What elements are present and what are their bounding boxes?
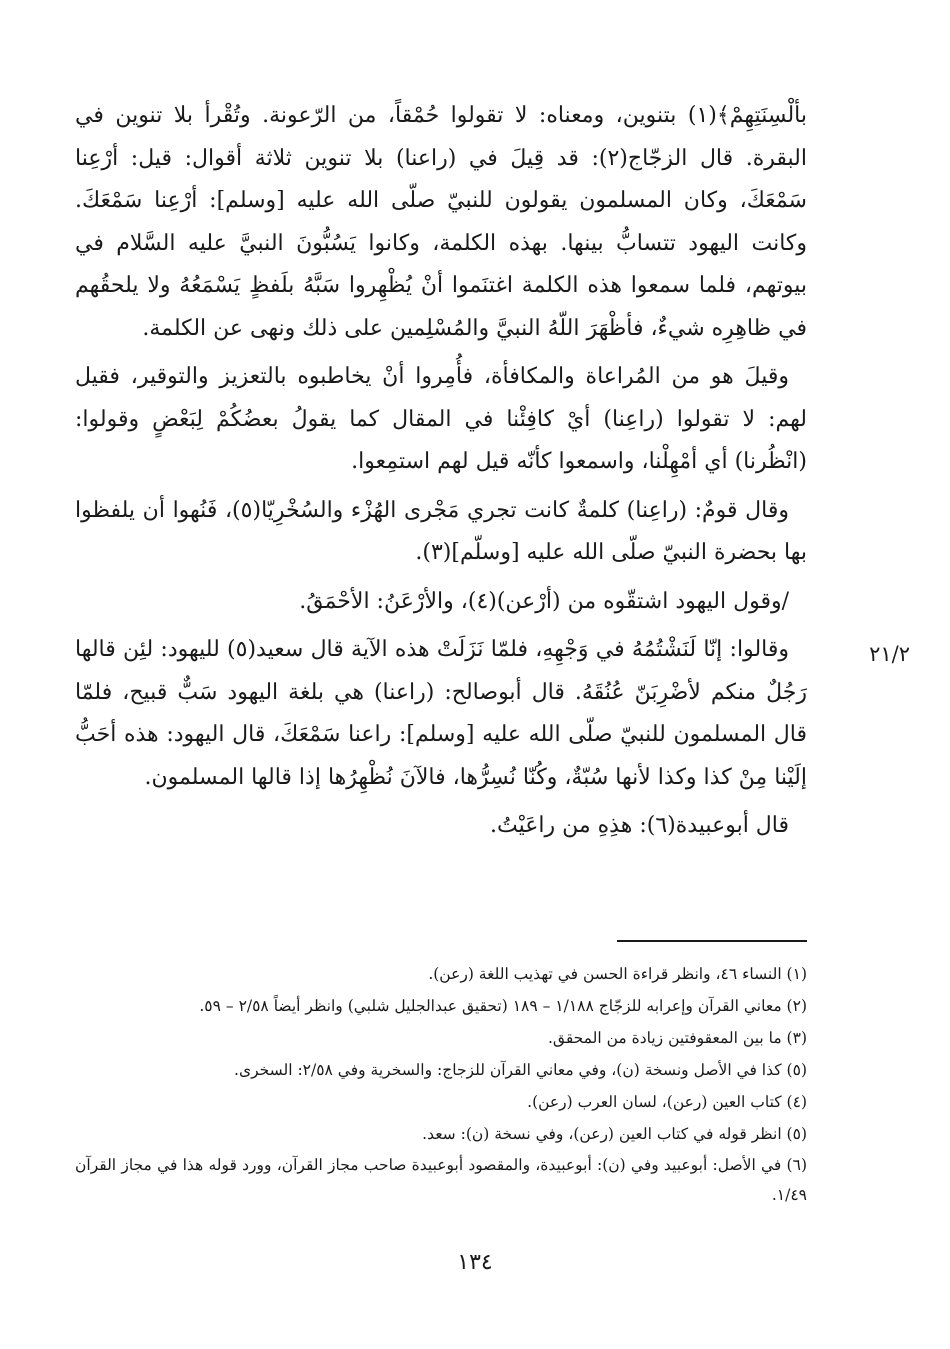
footnote: (٤) كتاب العين (رعن)، لسان العرب (رعن). [527, 1093, 807, 1111]
footnotes [75, 958, 807, 1210]
footnote: (٦) في الأصل: أبوعبيد وفي (ن): أبوعبيدة، والمقصود أبوعبيدة صاحب مجاز القرآن، وورد قوله هذا في مجاز القرآن ١/٤٩. [75, 1156, 807, 1204]
footnote-separator [617, 940, 807, 942]
footnote: (٥) انظر قوله في كتاب العين (رعن)، وفي نسخة (ن): سعد. [422, 1125, 807, 1143]
footnote: (١) النساء ٤٦، وانظر قراءة الحسن في تهذيب اللغة (رعن). [428, 965, 807, 983]
margin-folio-reference: ٢١/٢ [869, 642, 910, 666]
paragraph-5: وقالوا: إنّا لَنَشْتُمُهُ في وَجْهِهِ، فلمّا نَزَلَتْ هذه الآية قال سعيد(٥) لليهود: لئِن قالها رَجُلٌ منكم لأضْرِبَنّ عُنُقَهُ. قال أبوصالح: (راعنا) هي بلغة اليهود سَبٌّ قبيح، فلمّا قال المسلمون للنبيّ صلّى الله عليه [وسلم]: راعنا سَمْعَكَ، قال اليهود: هذه أحَبُّ إلَيْنا مِنْ كذا وكذا لأنها سُبّةٌ، وكُنّا نُسِرُّها، فالآنَ نُظْهِرُها إذا قالها المسلمون. [75, 637, 807, 790]
paragraph-2: وقيلَ هو من المُراعاة والمكافأة، فأُمِروا أنْ يخاطبوه بالتعزيز والتوقير، فقيل لهم: لا تقولوا (راعِنا) أيْ كافِئْنا في المقال كما يقولُ بعضُكُمْ لِبَعْضٍ وقولوا: (انْظُرنا) أي أمْهِلْنا، واسمعوا كأنّه قيل لهم استمِعوا. [75, 364, 807, 474]
page-number: ١٣٤ [457, 1250, 493, 1275]
paragraph-3: وقال قومٌ: (راعِنا) كلمةٌ كانت تجري مَجْرى الهُزْء والسُخْرِيّا(٥)، فَنُهوا أن يلفظوا بها بحضرة النبيّ صلّى الله عليه [وسلّم](٣). [75, 497, 807, 565]
paragraph-6: قال أبوعبيدة(٦): هذِهِ من راعَيْتُ. [490, 813, 789, 838]
footnote: (٢) معاني القرآن وإعرابه للزجّاج ١/١٨٨ – ١٨٩ (تحقيق عبدالجليل شلبي) وانظر أيضاً ٢/٥٨ – ٥٩. [199, 997, 807, 1015]
paragraph-1: بألْسِنَتِهِمْ﴾(١) بتنوين، ومعناه: لا تقولوا حُمْقاً، من الرّعونة. وتُقْرأ بلا تنوين في البقرة. قال الزجّاج(٢): قد قِيلَ في (راعنا) بلا تنوين ثلاثة أقوال: قيل: أرْعِنا سَمْعَكَ، وكان المسلمون يقولون للنبيّ صلّى الله عليه [وسلم]: أرْعِنا سَمْعَكَ. وكانت اليهود تتسابُّ بينها. بهذه الكلمة، وكانوا يَسُبُّونَ النبيَّ عليه السَّلام في بيوتهم، فلما سمعوا هذه الكلمة اغتنَموا أنْ يُظْهِروا سَبَّهُ بلَفظٍ يَسْمَعُهُ ولا يلحقُهم في ظاهِرِه شيءٌ، فأظْهَرَ اللّهُ النبيَّ والمُسْلِمين على ذلك ونهى عن الكلمة. [75, 103, 807, 341]
paragraph-4: /وقول اليهود اشتقّوه من (أرْعن)(٤)، والأرْعَنُ: الأحْمَقُ. [299, 588, 789, 614]
footnote: (٣) ما بين المعقوفتين زيادة من المحقق. [547, 1029, 807, 1047]
footnote: (٥) كذا في الأصل ونسخة (ن)، وفي معاني القرآن للزجاج: والسخرية وفي ٢/٥٨: السخرى. [234, 1061, 807, 1079]
main-text [75, 95, 807, 854]
